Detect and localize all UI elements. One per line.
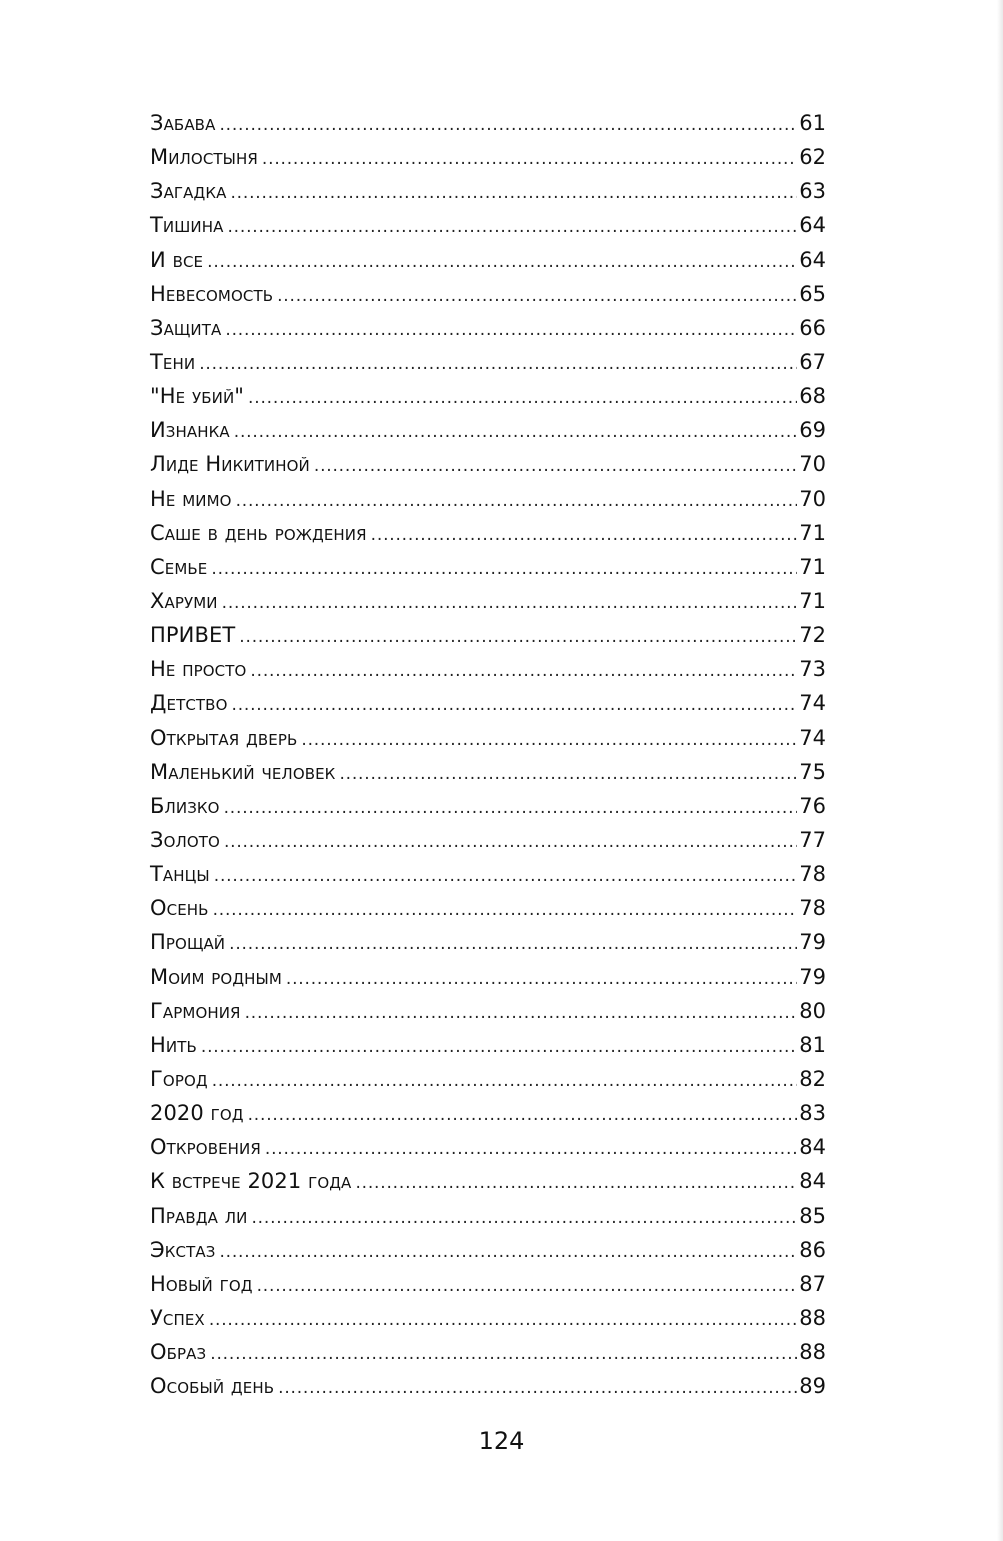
toc-dot-leader [227, 210, 797, 244]
toc-dot-leader [314, 449, 797, 483]
toc-entry-title: Не просто [150, 657, 247, 682]
toc-entry-title: Экстаз [150, 1237, 216, 1262]
toc-entry-page: 83 [799, 1101, 826, 1126]
toc-entry-title: Семье [150, 554, 208, 579]
toc-dot-leader [222, 586, 798, 620]
toc-entry-page: 71 [799, 554, 826, 579]
toc-entry-page: 88 [799, 1305, 826, 1330]
toc-entry-title: Защита [150, 315, 222, 340]
toc-entry [150, 823, 826, 857]
toc-dot-leader [234, 415, 798, 449]
toc-entry-title: 2020 год [150, 1101, 244, 1126]
toc-entry-page: 71 [799, 520, 826, 545]
toc-entry-title: Близко [150, 793, 220, 818]
toc-entry [150, 208, 826, 242]
toc-entry [150, 584, 826, 618]
toc-entry-title: Особый день [150, 1374, 275, 1399]
toc-entry-title: Загадка [150, 179, 227, 204]
toc-entry-title: Тишина [150, 213, 224, 238]
toc-entry-page: 65 [799, 281, 826, 306]
toc-entry-title: Детство [150, 691, 228, 716]
toc-entry [150, 345, 826, 379]
toc-entry-page: 80 [799, 998, 826, 1023]
toc-entry-page: 70 [799, 486, 826, 511]
toc-entry-title: Тени [150, 349, 196, 374]
toc-entry [150, 482, 826, 516]
toc-entry [150, 1028, 826, 1062]
toc-dot-leader [248, 1098, 798, 1132]
toc-dot-leader [277, 279, 797, 313]
toc-entry [150, 755, 826, 789]
toc-entry-page: 69 [799, 418, 826, 443]
toc-entry [150, 721, 826, 755]
toc-entry-title: Саше в день рождения [150, 520, 367, 545]
toc-entry-page: 73 [799, 657, 826, 682]
toc-entry-title: Прощай [150, 930, 226, 955]
toc-dot-leader [199, 347, 797, 381]
toc-dot-leader [225, 313, 797, 347]
toc-entry [150, 925, 826, 959]
toc-dot-leader [212, 1064, 798, 1098]
toc-entry [150, 857, 826, 891]
page-edge-shadow [997, 0, 1003, 1541]
toc-entry [150, 1096, 826, 1130]
toc-entry-page: 82 [799, 1066, 826, 1091]
toc-entry-page: 71 [799, 588, 826, 613]
toc-entry-title: И все [150, 247, 204, 272]
toc-entry-title: Новый год [150, 1271, 253, 1296]
toc-entry [150, 789, 826, 823]
toc-entry-title: Моим родным [150, 964, 282, 989]
toc-dot-leader [371, 518, 798, 552]
toc-entry-title: Невесомость [150, 281, 274, 306]
toc-dot-leader [224, 791, 798, 825]
toc-entry [150, 618, 826, 652]
toc-entry [150, 891, 826, 925]
toc-entry-page: 88 [799, 1340, 826, 1365]
toc-dot-leader [229, 927, 797, 961]
toc-entry [150, 1062, 826, 1096]
toc-entry-title: "Не убий" [150, 384, 245, 409]
toc-dot-leader [214, 859, 798, 893]
page-number: 124 [478, 1427, 525, 1455]
toc-entry-page: 78 [799, 896, 826, 921]
toc-entry [150, 277, 826, 311]
toc-entry [150, 1301, 826, 1335]
toc-entry-title: ПРИВЕТ [150, 623, 236, 648]
toc-dot-leader [219, 1235, 797, 1269]
toc-entry-page: 67 [799, 349, 826, 374]
toc-entry-title: Открытая дверь [150, 725, 298, 750]
toc-entry-page: 84 [799, 1169, 826, 1194]
toc-entry-title: Танцы [150, 862, 210, 887]
toc-entry [150, 447, 826, 481]
toc-entry-page: 79 [799, 964, 826, 989]
toc-entry [150, 686, 826, 720]
toc-entry-page: 84 [799, 1135, 826, 1160]
toc-dot-leader [201, 1030, 797, 1064]
toc-dot-leader [248, 381, 797, 415]
toc-entry-title: Нить [150, 1032, 197, 1057]
toc-dot-leader [231, 688, 797, 722]
toc-entry-page: 72 [799, 623, 826, 648]
toc-dot-leader [265, 1132, 797, 1166]
toc-dot-leader [278, 1371, 797, 1405]
toc-entry-page: 87 [799, 1271, 826, 1296]
toc-entry-title: Откровения [150, 1135, 261, 1160]
toc-dot-leader [213, 893, 798, 927]
toc-dot-leader [211, 552, 797, 586]
toc-entry-title: Осень [150, 896, 209, 921]
toc-dot-leader [339, 757, 797, 791]
toc-entry-page: 70 [799, 452, 826, 477]
toc-entry-title: Лиде Никитиной [150, 452, 310, 477]
toc-dot-leader [207, 245, 797, 279]
toc-entry-page: 76 [799, 793, 826, 818]
toc-entry [150, 1267, 826, 1301]
toc-dot-leader [219, 108, 797, 142]
toc-entry-page: 74 [799, 725, 826, 750]
toc-entry-title: Золото [150, 827, 220, 852]
toc-dot-leader [210, 1337, 797, 1371]
toc-dot-leader [239, 620, 797, 654]
toc-entry-page: 62 [799, 145, 826, 170]
toc-entry [150, 516, 826, 550]
toc-dot-leader [251, 1201, 797, 1235]
toc-entry-title: Харуми [150, 588, 218, 613]
toc-entry-title: Маленький человек [150, 759, 336, 784]
toc-entry-page: 75 [799, 759, 826, 784]
toc-entry-title: Не мимо [150, 486, 232, 511]
toc-entry-title: Забава [150, 111, 216, 135]
toc-entry [150, 1199, 826, 1233]
toc-entry [150, 1335, 826, 1369]
toc-entry-page: 79 [799, 930, 826, 955]
toc-entry-page: 68 [799, 384, 826, 409]
toc-entry-title: Образ [150, 1340, 207, 1365]
toc-entry [150, 994, 826, 1028]
toc-entry [150, 1233, 826, 1267]
toc-entry-title: Правда ли [150, 1203, 248, 1228]
toc-entry [150, 106, 826, 140]
toc-entry-page: 63 [799, 179, 826, 204]
toc-entry-page: 81 [799, 1032, 826, 1057]
toc-entry [150, 1369, 826, 1403]
toc-entry-page: 66 [799, 315, 826, 340]
toc-dot-leader [236, 484, 798, 518]
toc-entry-page: 64 [799, 213, 826, 238]
toc-entry-page: 78 [799, 862, 826, 887]
toc-entry [150, 379, 826, 413]
toc-entry-title: К встрече 2021 года [150, 1169, 352, 1194]
toc-dot-leader [262, 142, 797, 176]
toc-entry [150, 311, 826, 345]
toc-entry [150, 413, 826, 447]
toc-dot-leader [230, 176, 797, 210]
toc-entry [150, 550, 826, 584]
toc-entry [150, 243, 826, 277]
toc-dot-leader [250, 654, 797, 688]
toc-entry-page: 85 [799, 1203, 826, 1228]
toc-entry-title: Успех [150, 1305, 205, 1330]
toc-entry [150, 140, 826, 174]
toc-entry-title: Город [150, 1066, 208, 1091]
toc-entry [150, 1130, 826, 1164]
toc-dot-leader [355, 1166, 797, 1200]
table-of-contents [150, 106, 826, 1403]
toc-entry-page: 89 [799, 1374, 826, 1399]
toc-entry-page: 86 [799, 1237, 826, 1262]
toc-entry-title: Гармония [150, 998, 241, 1023]
toc-entry [150, 1164, 826, 1198]
toc-entry-title: Изнанка [150, 418, 230, 443]
toc-dot-leader [209, 1303, 797, 1337]
toc-entry-page: 77 [799, 827, 826, 852]
toc-dot-leader [245, 996, 798, 1030]
toc-entry-page: 61 [799, 111, 826, 135]
toc-entry [150, 174, 826, 208]
toc-dot-leader [286, 962, 797, 996]
toc-dot-leader [224, 825, 797, 859]
toc-dot-leader [301, 723, 797, 757]
toc-entry-page: 74 [799, 691, 826, 716]
toc-entry [150, 652, 826, 686]
toc-dot-leader [257, 1269, 798, 1303]
toc-entry-page: 64 [799, 247, 826, 272]
toc-entry [150, 960, 826, 994]
toc-entry-title: Милостыня [150, 145, 258, 170]
